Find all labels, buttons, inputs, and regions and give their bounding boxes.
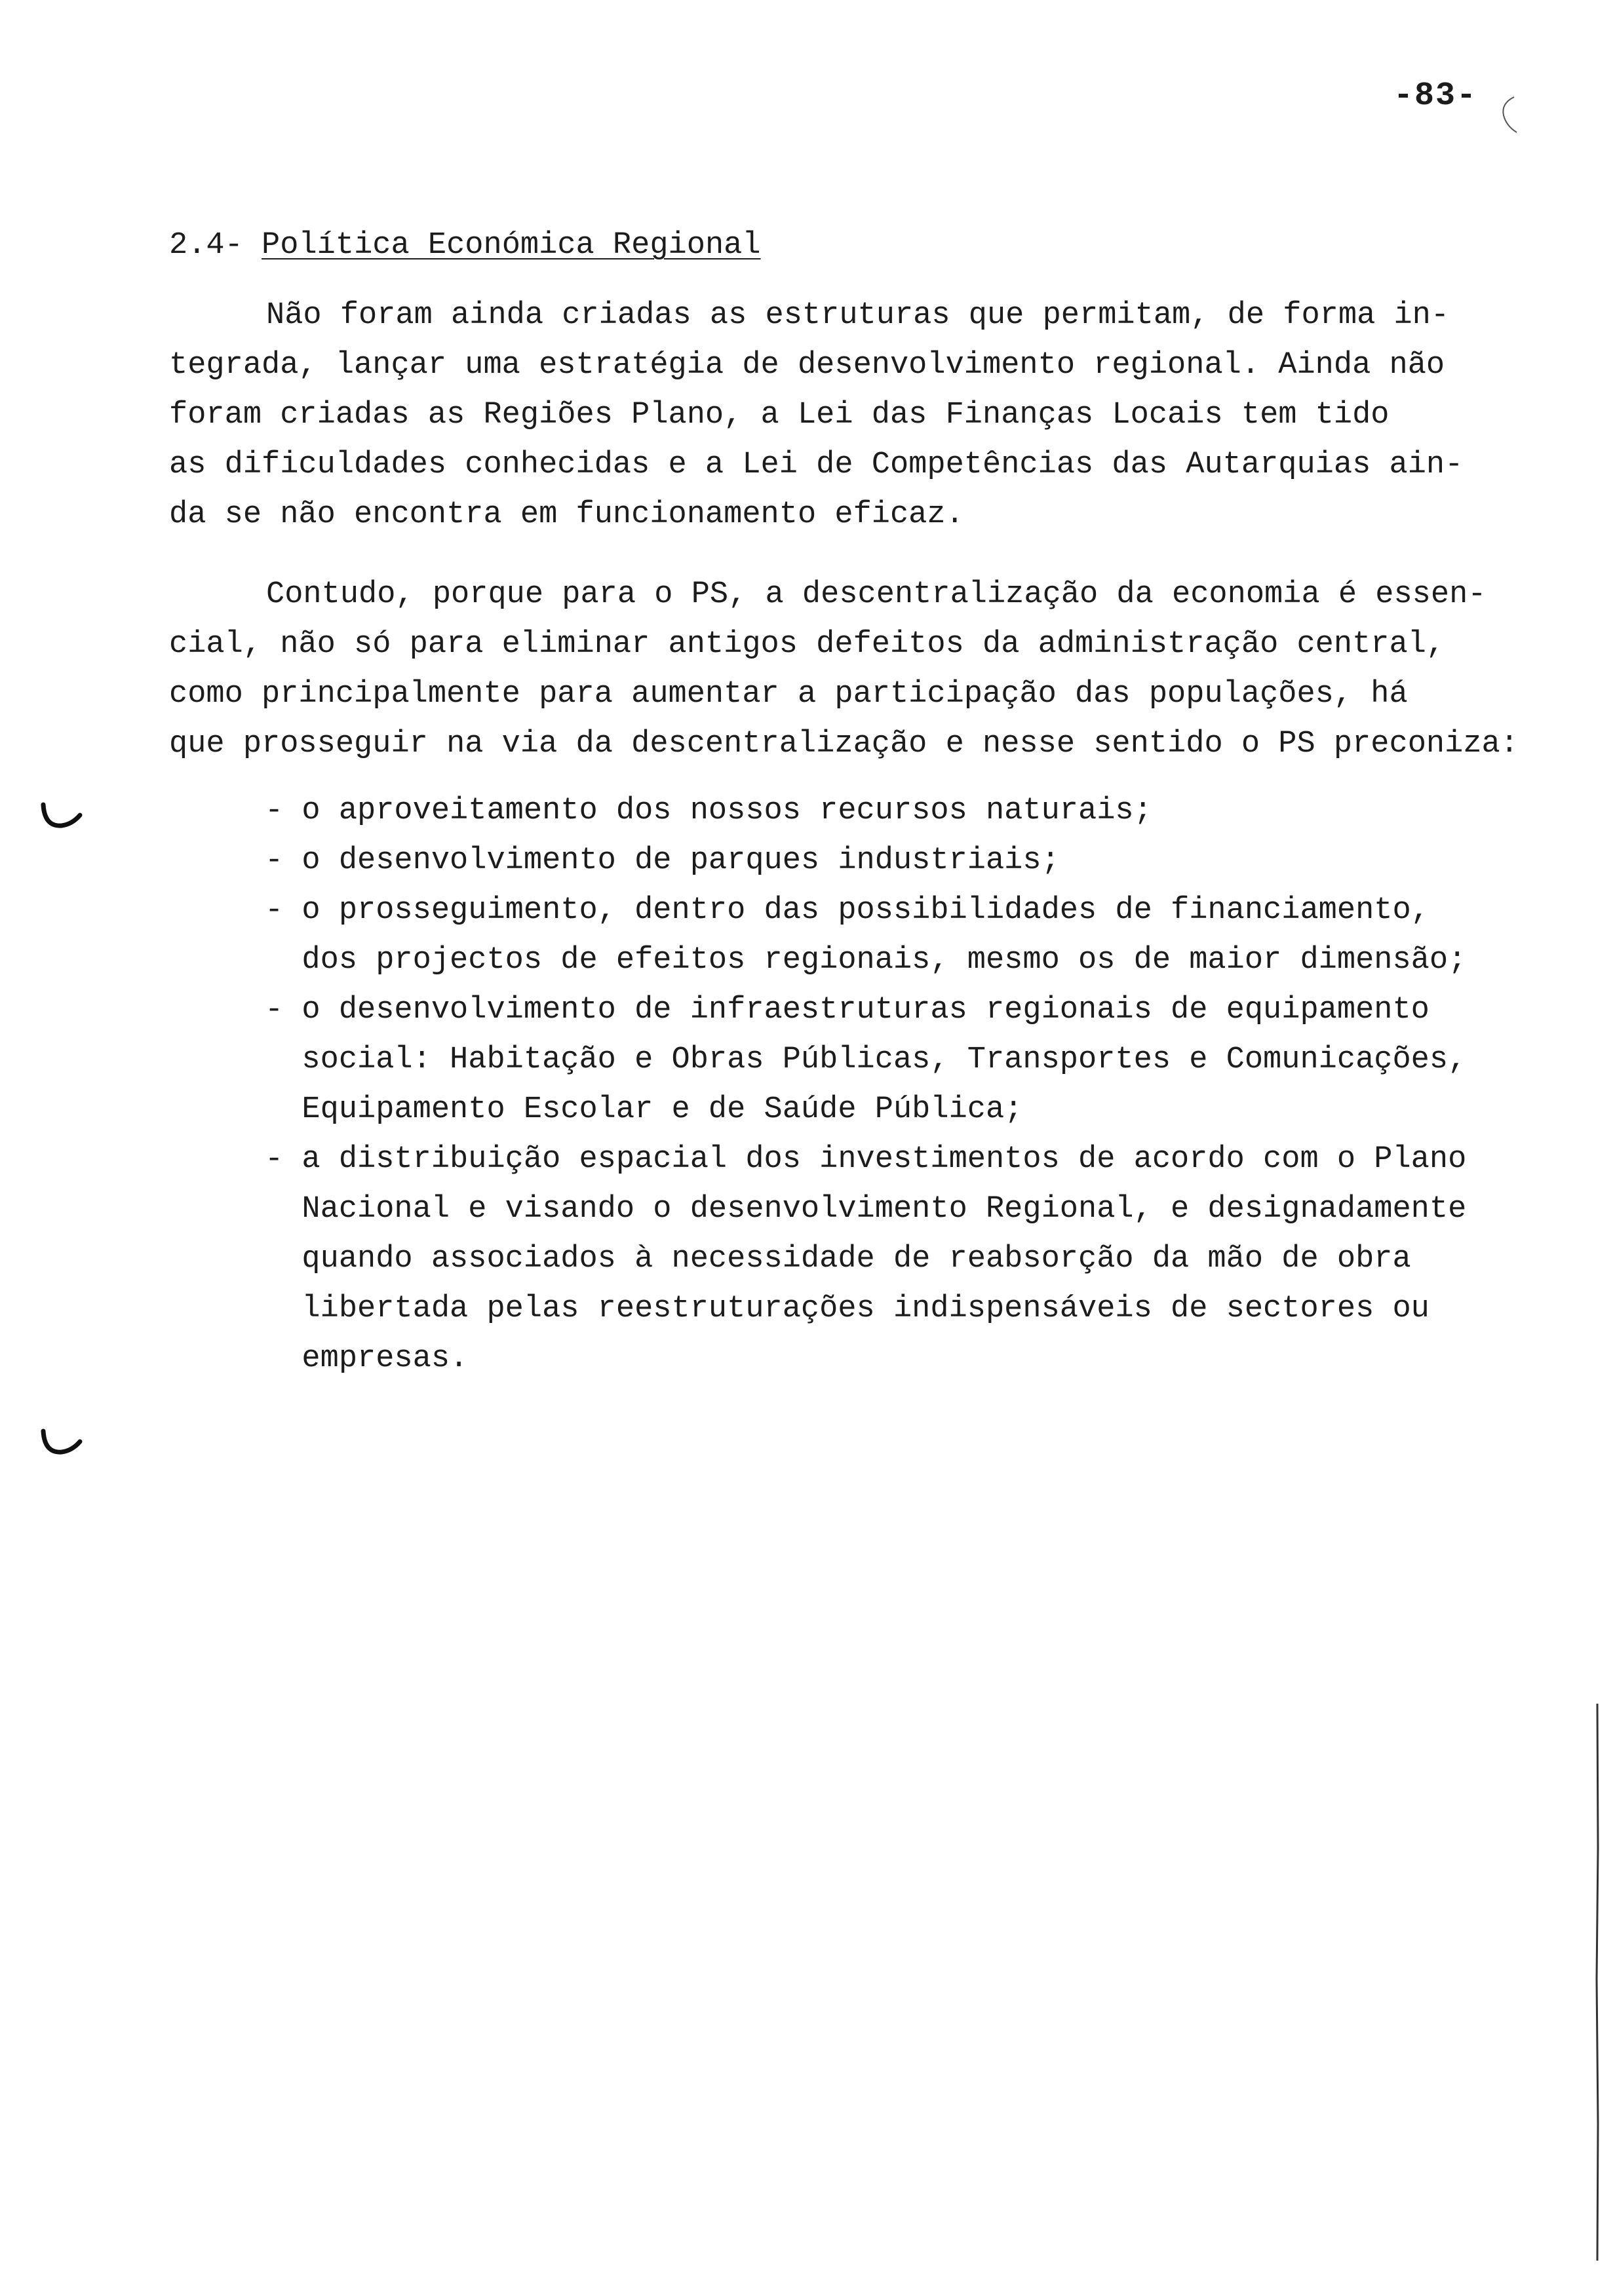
paragraph1-line: Não foram ainda criadas as estruturas que permitam, de forma in- bbox=[266, 298, 1450, 333]
page-number: -83- bbox=[1393, 77, 1478, 115]
bullet-line: Equipamento Escolar e de Saúde Pública; bbox=[265, 1092, 1023, 1127]
bullet-line: - o aproveitamento dos nossos recursos naturais; bbox=[265, 794, 1152, 828]
bullet-line: - o desenvolvimento de infraestruturas regionais de equipamento bbox=[265, 993, 1430, 1027]
paragraph2-line: cial, não só para eliminar antigos defeitos da administração central, bbox=[169, 627, 1445, 662]
bullet-line: quando associados à necessidade de reabsorção da mão de obra bbox=[265, 1242, 1411, 1276]
bullet-line: libertada pelas reestruturações indispensáveis de sectores ou bbox=[265, 1292, 1430, 1326]
bullet-line: dos projectos de efeitos regionais, mesmo os de maior dimensão; bbox=[265, 943, 1467, 978]
section-number: 2.4- bbox=[169, 228, 243, 263]
bullet-line: social: Habitação e Obras Públicas, Transportes e Comunicações, bbox=[265, 1043, 1467, 1077]
bullet-line: - a distribuição espacial dos investimentos de acordo com o Plano bbox=[265, 1142, 1467, 1177]
paragraph2-line: como principalmente para aumentar a participação das populações, há bbox=[169, 677, 1408, 712]
bullet-line: empresas. bbox=[265, 1341, 469, 1376]
corner-mark-icon bbox=[1494, 92, 1521, 138]
bullet-line: Nacional e visando o desenvolvimento Regional, e designadamente bbox=[265, 1192, 1467, 1227]
paragraph1-line: da se não encontra em funcionamento eficaz. bbox=[169, 497, 964, 532]
paragraph1-line: as dificuldades conhecidas e a Lei de Competências das Autarquias ain- bbox=[169, 448, 1464, 482]
paragraph1-line: foram criadas as Regiões Plano, a Lei das Finanças Locais tem tido bbox=[169, 398, 1390, 432]
paragraph2-line: Contudo, porque para o PS, a descentralização da economia é essen- bbox=[266, 577, 1487, 612]
bullet-line: - o desenvolvimento de parques industriais; bbox=[265, 843, 1060, 878]
scan-edge-line bbox=[1594, 1704, 1601, 2261]
binding-mark-icon bbox=[38, 1427, 84, 1460]
paragraph2-line: que prosseguir na via da descentralização e nesse sentido o PS preconiza: bbox=[169, 727, 1519, 761]
binding-mark-icon bbox=[38, 801, 84, 833]
paragraph1-line: tegrada, lançar uma estratégia de desenvolvimento regional. Ainda não bbox=[169, 348, 1445, 383]
section-title: Política Económica Regional bbox=[262, 228, 761, 263]
section-heading bbox=[169, 228, 761, 263]
bullet-line: - o prosseguimento, dentro das possibilidades de financiamento, bbox=[265, 893, 1430, 928]
